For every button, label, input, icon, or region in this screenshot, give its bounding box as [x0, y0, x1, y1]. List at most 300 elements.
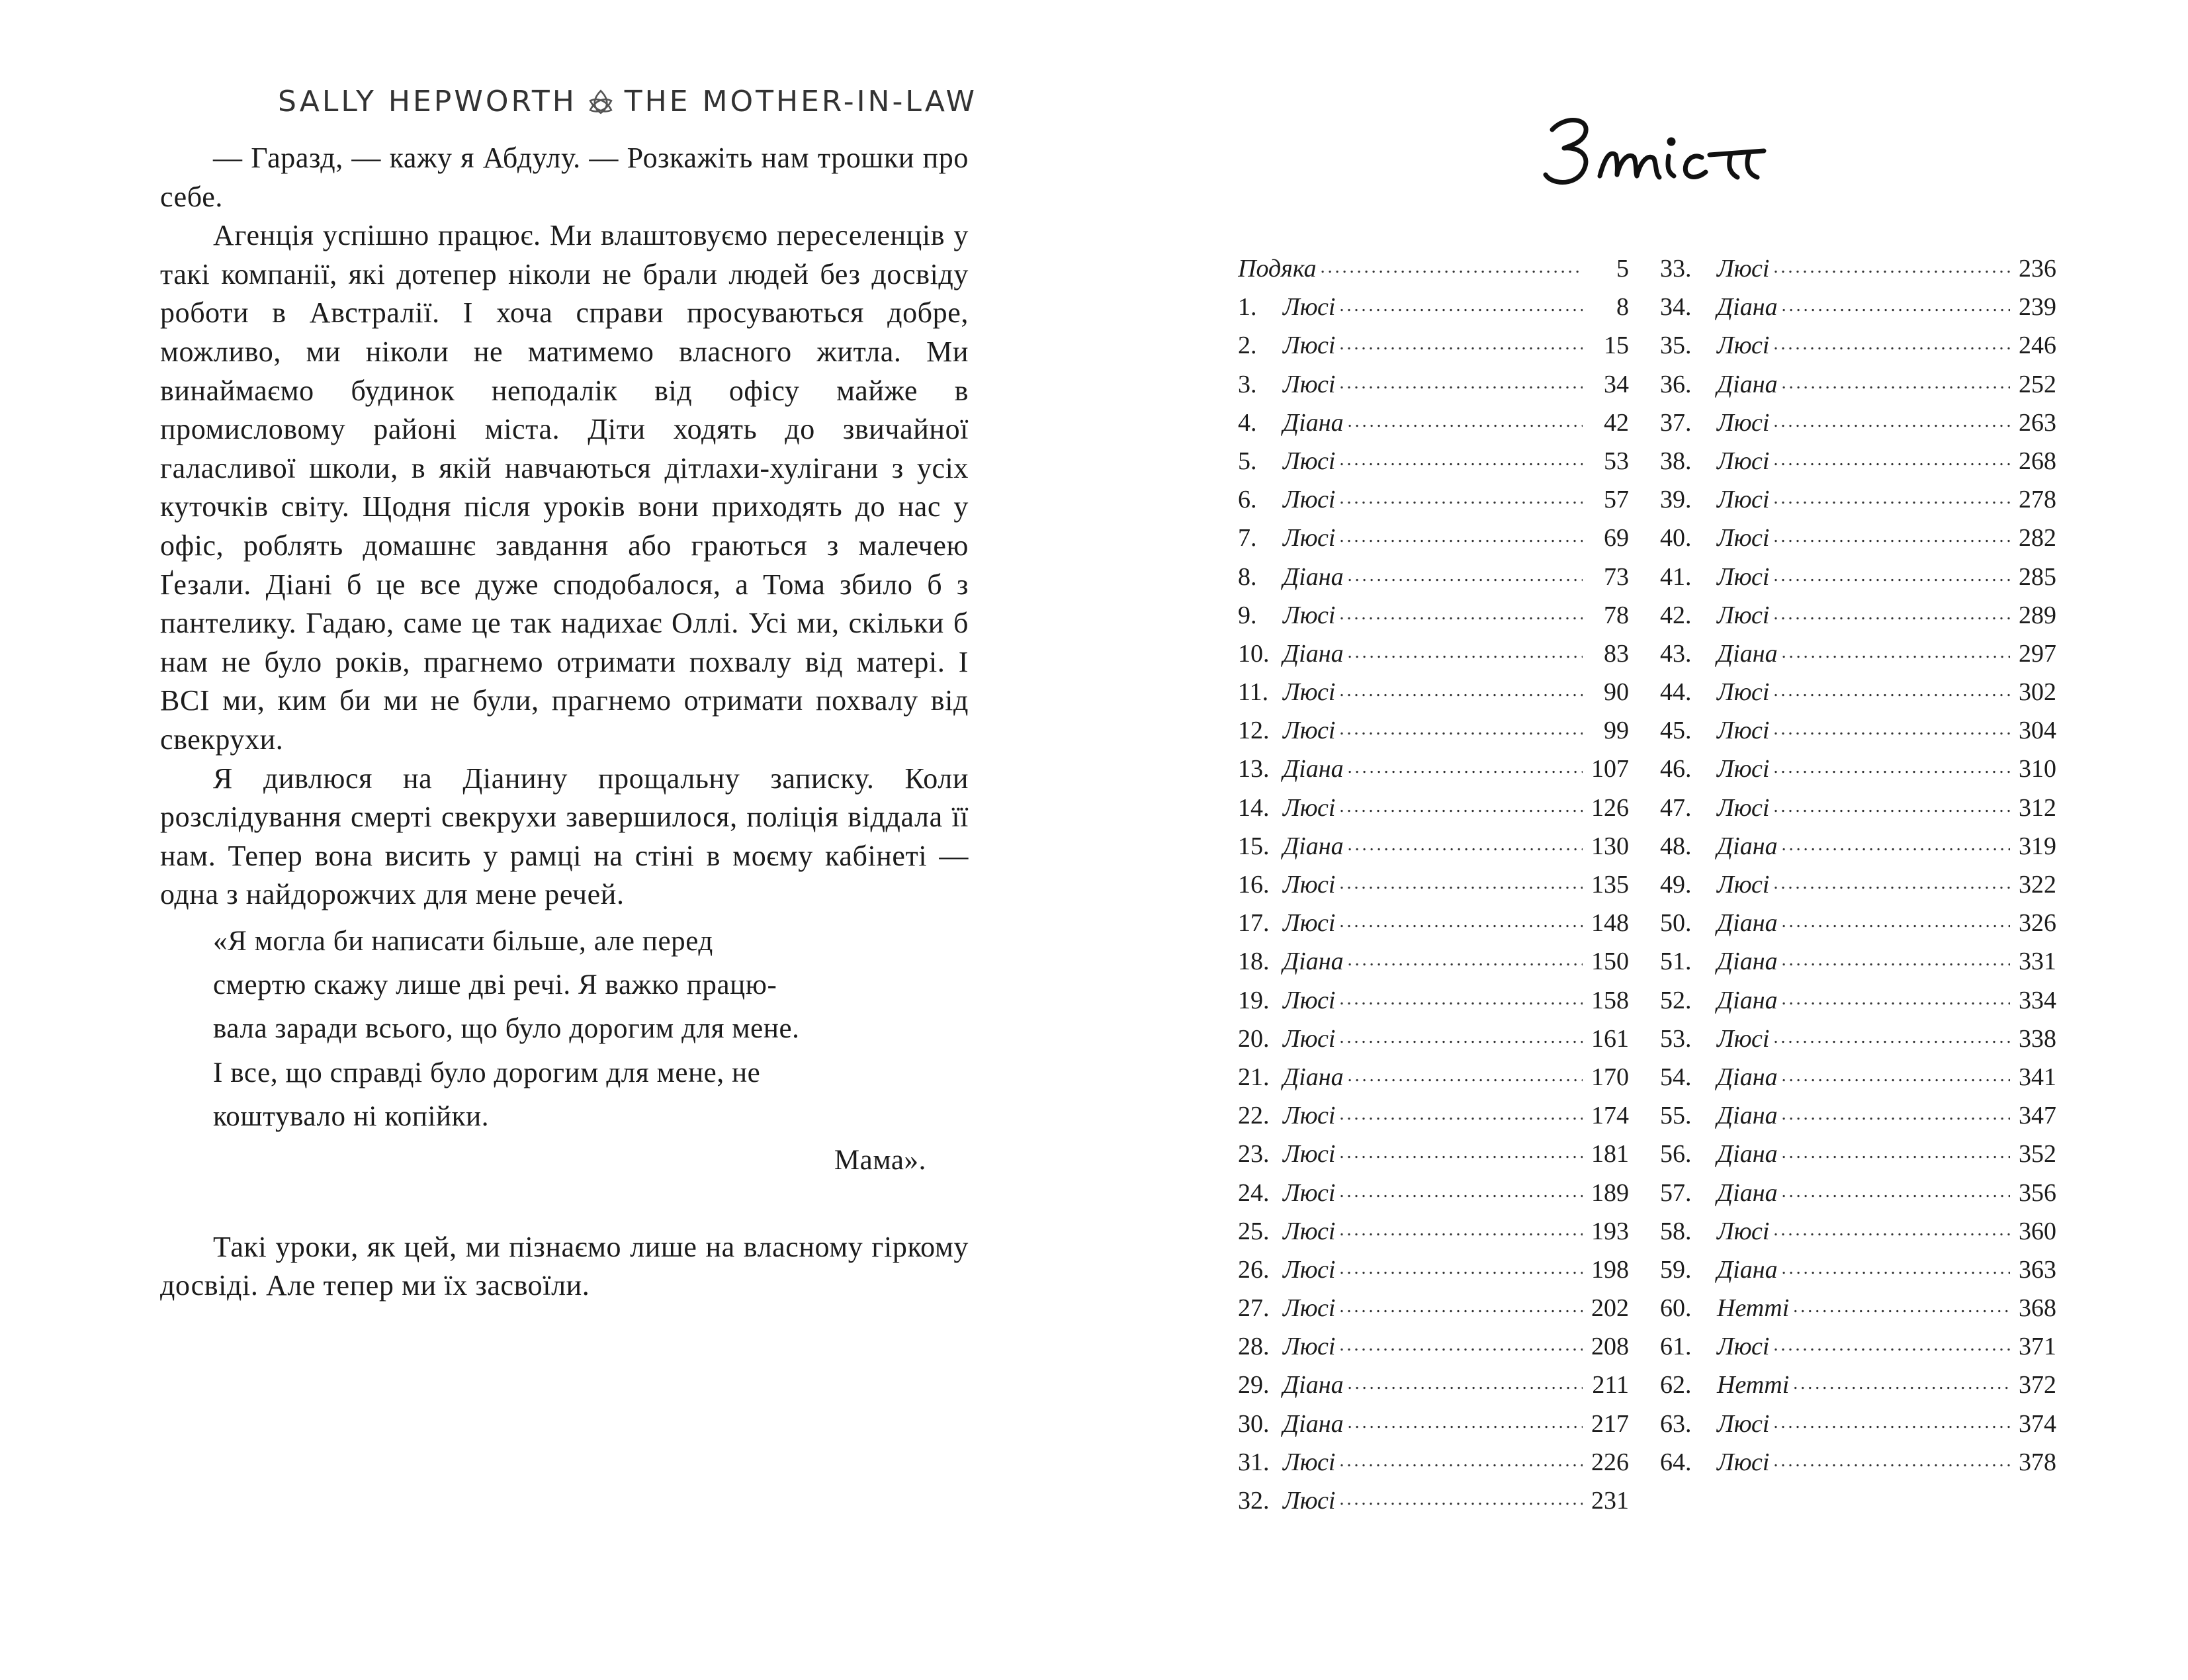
toc-entry-chapter-name: Люсі	[1283, 1255, 1336, 1284]
toc-entry-chapter-name: Діана	[1283, 562, 1344, 591]
toc-entry	[1660, 867, 2056, 906]
toc-entry	[1238, 1445, 1629, 1483]
toc-entry	[1660, 1022, 2056, 1060]
toc-entry-chapter-name: Діана	[1283, 1409, 1344, 1438]
toc-dot-leader	[1773, 1407, 2010, 1432]
toc-entry	[1660, 560, 2056, 598]
toc-entry-number: 4.	[1238, 408, 1257, 437]
toc-dot-leader	[1339, 521, 1583, 546]
toc-entry-number: 40.	[1660, 524, 1692, 553]
toc-entry-chapter-name: Люсі	[1283, 332, 1336, 360]
toc-entry-page-number: 135	[1591, 871, 1629, 899]
toc-entry-chapter-name: Люсі	[1283, 370, 1336, 398]
toc-dot-leader	[1773, 752, 2010, 777]
toc-entry-chapter-name: Діана	[1717, 1063, 1778, 1091]
toc-dot-leader	[1339, 1022, 1583, 1047]
toc-entry	[1660, 1291, 2056, 1329]
toc-entry-page-number: 69	[1604, 524, 1629, 553]
toc-entry-number: 36.	[1660, 370, 1692, 398]
toc-entry-chapter-name: Люсі	[1717, 1409, 1770, 1438]
toc-entry-page-number: 208	[1591, 1333, 1629, 1361]
toc-entry-chapter-name: Люсі	[1283, 486, 1336, 514]
toc-dot-leader	[1782, 983, 2010, 1008]
toc-dot-leader	[1782, 906, 2010, 931]
toc-entry-page-number: 34	[1604, 370, 1629, 398]
toc-entry-number: 39.	[1660, 486, 1692, 514]
toc-entry-page-number: 148	[1591, 909, 1629, 938]
toc-entry-chapter-name: Люсі	[1717, 1448, 1770, 1476]
toc-entry-chapter-name: Нетті	[1717, 1371, 1790, 1399]
toc-entry	[1660, 1253, 2056, 1291]
toc-entry	[1238, 251, 1629, 290]
toc-entry-page-number: 312	[2019, 793, 2056, 822]
toc-entry	[1238, 1368, 1629, 1406]
toc-entry-page-number: 226	[1591, 1448, 1629, 1476]
toc-entry-page-number: 363	[2019, 1255, 2056, 1284]
toc-entry-page-number: 236	[2019, 255, 2056, 283]
toc-entry-chapter-name: Люсі	[1283, 909, 1336, 938]
toc-entry-page-number: 374	[2019, 1409, 2056, 1438]
toc-entry	[1238, 482, 1629, 521]
toc-entry	[1238, 290, 1629, 328]
toc-dot-leader	[1782, 1176, 2010, 1201]
toc-entry	[1660, 829, 2056, 867]
toc-entry-number: 6.	[1238, 486, 1257, 514]
quote-line: коштувало ні копійки.	[213, 1101, 490, 1133]
toc-dot-leader	[1793, 1291, 2010, 1316]
toc-entry-number: 64.	[1660, 1448, 1692, 1476]
toc-entry-page-number: 347	[2019, 1102, 2056, 1130]
toc-entry	[1238, 906, 1629, 944]
toc-entry-page-number: 368	[2019, 1294, 2056, 1323]
toc-dot-leader	[1773, 560, 2010, 585]
toc-entry-number: 10.	[1238, 639, 1270, 668]
toc-entry-number: 7.	[1238, 524, 1257, 553]
toc-entry-chapter-name: Діана	[1283, 755, 1344, 783]
toc-dot-leader	[1339, 1137, 1583, 1162]
toc-dot-leader	[1773, 521, 2010, 546]
toc-dot-leader	[1773, 328, 2010, 353]
toc-entry-page-number: 356	[2019, 1178, 2056, 1207]
triquetra-icon	[586, 87, 615, 116]
toc-entry-page-number: 282	[2019, 524, 2056, 553]
toc-entry-page-number: 278	[2019, 486, 2056, 514]
toc-entry-number: 20.	[1238, 1024, 1270, 1053]
toc-entry	[1660, 482, 2056, 521]
toc-entry-chapter-name: Люсі	[1283, 1140, 1336, 1169]
toc-entry-chapter-name: Люсі	[1283, 1294, 1336, 1323]
right-page	[1094, 0, 2188, 1680]
toc-entry-chapter-name: Люсі	[1283, 1448, 1336, 1476]
toc-entry	[1660, 944, 2056, 983]
toc-entry	[1238, 521, 1629, 559]
toc-entry-chapter-name: Люсі	[1717, 678, 1770, 707]
toc-entry-page-number: 90	[1604, 678, 1629, 707]
toc-entry-chapter-name: Люсі	[1717, 793, 1770, 822]
toc-entry	[1238, 1137, 1629, 1175]
toc-entry	[1660, 983, 2056, 1022]
toc-dot-leader	[1348, 1368, 1583, 1393]
toc-entry-page-number: 126	[1591, 793, 1629, 822]
toc-dot-leader	[1773, 1214, 2010, 1239]
toc-entry-number: 46.	[1660, 755, 1692, 783]
toc-entry-chapter-name: Подяка	[1238, 255, 1317, 283]
toc-entry	[1660, 906, 2056, 944]
toc-entry-page-number: 57	[1604, 486, 1629, 514]
toc-dot-leader	[1339, 1098, 1583, 1124]
toc-entry-page-number: 53	[1604, 447, 1629, 475]
toc-entry-page-number: 289	[2019, 601, 2056, 629]
toc-entry	[1660, 1407, 2056, 1445]
toc-entry-chapter-name: Діана	[1717, 639, 1778, 668]
toc-entry-number: 33.	[1660, 255, 1692, 283]
toc-title-script	[1539, 103, 1817, 202]
toc-entry-page-number: 302	[2019, 678, 2056, 707]
toc-dot-leader	[1782, 367, 2010, 392]
toc-entry-page-number: 193	[1591, 1217, 1629, 1245]
quote-line: смертю скажу лише дві речі. Я важко працю-	[213, 969, 777, 1001]
quote-signature: Мама».	[834, 1145, 926, 1176]
toc-entry	[1238, 1253, 1629, 1291]
toc-dot-leader	[1339, 791, 1583, 816]
toc-entry-page-number: 304	[2019, 717, 2056, 745]
toc-entry-page-number: 174	[1591, 1102, 1629, 1130]
toc-dot-leader	[1782, 1060, 2010, 1085]
toc-dot-leader	[1348, 406, 1583, 431]
toc-dot-leader	[1339, 867, 1583, 893]
toc-entry	[1660, 1137, 2056, 1175]
toc-entry-chapter-name: Діана	[1283, 1371, 1344, 1399]
toc-dot-leader	[1339, 444, 1583, 469]
quote-line: «Я могла би написати більше, але перед	[213, 925, 713, 957]
toc-entry-number: 26.	[1238, 1255, 1270, 1284]
toc-dot-leader	[1773, 675, 2010, 700]
toc-entry-number: 9.	[1238, 601, 1257, 629]
toc-entry-page-number: 83	[1604, 639, 1629, 668]
toc-entry	[1660, 791, 2056, 829]
toc-entry-chapter-name: Діана	[1717, 986, 1778, 1014]
toc-entry-chapter-name: Люсі	[1717, 255, 1770, 283]
toc-entry	[1238, 637, 1629, 675]
toc-entry-chapter-name: Діана	[1717, 1255, 1778, 1284]
toc-dot-leader	[1773, 598, 2010, 623]
toc-entry-chapter-name: Люсі	[1717, 755, 1770, 783]
toc-entry-number: 37.	[1660, 408, 1692, 437]
toc-entry-page-number: 73	[1604, 562, 1629, 591]
toc-entry-chapter-name: Люсі	[1283, 1487, 1336, 1515]
quote-line: І все, що справді було дорогим для мене, не	[213, 1057, 761, 1088]
toc-entry-page-number: 297	[2019, 639, 2056, 668]
toc-entry	[1238, 598, 1629, 637]
toc-entry	[1238, 713, 1629, 752]
toc-entry-number: 15.	[1238, 832, 1270, 860]
toc-entry-chapter-name: Діана	[1717, 832, 1778, 860]
toc-entry-chapter-name: Люсі	[1717, 1217, 1770, 1245]
toc-entry-chapter-name: Діана	[1283, 832, 1344, 860]
toc-dot-leader	[1348, 1407, 1583, 1432]
toc-entry-chapter-name: Діана	[1283, 948, 1344, 976]
toc-dot-leader	[1348, 829, 1583, 854]
toc-entry-chapter-name: Люсі	[1283, 601, 1336, 629]
toc-dot-leader	[1773, 406, 2010, 431]
paragraph-3: Я дивлюся на Діанину прощальну записку. Коли розслідування смерті свекрухи завершилося, поліція віддала її нам. Тепер вона висить у рамці на стіні в моєму кабінеті — одна з найдорожчих для мене речей.	[160, 762, 969, 911]
toc-dot-leader	[1348, 944, 1583, 969]
toc-entry-number: 49.	[1660, 871, 1692, 899]
toc-entry-page-number: 217	[1591, 1409, 1629, 1438]
toc-dot-leader	[1339, 1445, 1583, 1470]
toc-entry-number: 27.	[1238, 1294, 1270, 1323]
toc-entry-chapter-name: Нетті	[1717, 1294, 1790, 1323]
toc-entry-page-number: 198	[1591, 1255, 1629, 1284]
toc-entry-number: 47.	[1660, 793, 1692, 822]
toc-entry-number: 44.	[1660, 678, 1692, 707]
toc-column-1	[1238, 251, 1629, 1522]
toc-entry	[1660, 290, 2056, 328]
toc-entry	[1238, 675, 1629, 713]
toc-entry-number: 21.	[1238, 1063, 1270, 1091]
toc-dot-leader	[1782, 1137, 2010, 1162]
toc-entry-number: 25.	[1238, 1217, 1270, 1245]
toc-entry-page-number: 231	[1591, 1487, 1629, 1515]
toc-entry	[1660, 1098, 2056, 1137]
paragraph-2: Агенція успішно працює. Ми влаштовуємо переселенців у такі компанії, які дотепер ніколи не брали людей без досвіду роботи в Австралії. І хоча справи просуваються добре, можливо, ми ніколи не матимемо власного житла. Ми винаймаємо будинок неподалік від офісу майже в промисловому районі міста. Діти ходять до звичайної галасливої школи, в якій навчаються дітлахи-хулігани з усіх куточків світу. Щодня після уроків вони приходять до нас у офіс, роблять домашнє завдання або граються з малечею Ґезали. Діані б це все дуже сподобалося, а Тома збило б з пантелику. Гадаю, саме це так надихає Оллі. Усі ми, скільки б нам не було років, прагнемо отримати похвалу від матері. І ВСІ ми, ким би ми не були, прагнемо отримати похвалу від свекрухи.	[160, 219, 969, 756]
toc-entry	[1238, 867, 1629, 906]
toc-dot-leader	[1339, 1329, 1583, 1354]
toc-entry-page-number: 189	[1591, 1178, 1629, 1207]
toc-entry-page-number: 372	[2019, 1371, 2056, 1399]
toc-dot-leader	[1782, 829, 2010, 854]
toc-entry	[1238, 1291, 1629, 1329]
toc-entry	[1660, 598, 2056, 637]
toc-entry	[1660, 1329, 2056, 1368]
toc-entry-number: 48.	[1660, 832, 1692, 860]
toc-entry-page-number: 130	[1591, 832, 1629, 860]
toc-entry-chapter-name: Люсі	[1283, 986, 1336, 1014]
toc-entry	[1238, 1098, 1629, 1137]
toc-entry-page-number: 360	[2019, 1217, 2056, 1245]
toc-entry-number: 60.	[1660, 1294, 1692, 1323]
toc-entry-number: 2.	[1238, 332, 1257, 360]
toc-entry-page-number: 268	[2019, 447, 2056, 475]
toc-entry-chapter-name: Люсі	[1283, 1102, 1336, 1130]
toc-entry	[1660, 1445, 2056, 1483]
toc-entry-chapter-name: Люсі	[1283, 524, 1336, 553]
toc-entry-page-number: 239	[2019, 293, 2056, 322]
toc-entry	[1238, 328, 1629, 367]
toc-entry-number: 43.	[1660, 639, 1692, 668]
toc-entry-page-number: 5	[1616, 255, 1629, 283]
toc-entry-page-number: 181	[1591, 1140, 1629, 1169]
toc-entry-chapter-name: Діана	[1717, 1140, 1778, 1169]
toc-entry-number: 28.	[1238, 1333, 1270, 1361]
toc-entry	[1238, 983, 1629, 1022]
toc-entry	[1238, 829, 1629, 867]
toc-entry	[1238, 367, 1629, 406]
toc-entry-number: 55.	[1660, 1102, 1692, 1130]
toc-column-2	[1660, 251, 2056, 1483]
toc-entry-chapter-name: Люсі	[1283, 717, 1336, 745]
toc-dot-leader	[1782, 290, 2010, 315]
toc-entry	[1238, 1483, 1629, 1522]
toc-entry-page-number: 42	[1604, 408, 1629, 437]
toc-entry	[1660, 1214, 2056, 1253]
toc-entry-number: 45.	[1660, 717, 1692, 745]
toc-dot-leader	[1339, 1291, 1583, 1316]
toc-entry-number: 13.	[1238, 755, 1270, 783]
toc-entry-chapter-name: Люсі	[1717, 562, 1770, 591]
toc-entry-page-number: 378	[2019, 1448, 2056, 1476]
toc-dot-leader	[1339, 598, 1583, 623]
toc-entry-page-number: 252	[2019, 370, 2056, 398]
toc-dot-leader	[1782, 944, 2010, 969]
toc-dot-leader	[1339, 906, 1583, 931]
toc-dot-leader	[1773, 1022, 2010, 1047]
toc-entry	[1660, 444, 2056, 482]
toc-entry-chapter-name: Люсі	[1283, 871, 1336, 899]
toc-dot-leader	[1339, 983, 1583, 1008]
toc-entry-chapter-name: Діана	[1717, 948, 1778, 976]
toc-title	[1539, 103, 1817, 202]
toc-entry-chapter-name: Діана	[1717, 1178, 1778, 1207]
toc-entry-chapter-name: Люсі	[1283, 793, 1336, 822]
closing-paragraph: Такі уроки, як цей, ми пізнаємо лише на власному гіркому досвіді. Але тепер ми їх засвоїли.	[160, 1230, 969, 1302]
toc-entry-page-number: 158	[1591, 986, 1629, 1014]
quote-line: вала заради всього, що було дорогим для мене.	[213, 1013, 800, 1045]
toc-entry-chapter-name: Діана	[1717, 909, 1778, 938]
toc-entry-number: 63.	[1660, 1409, 1692, 1438]
toc-entry-number: 19.	[1238, 986, 1270, 1014]
toc-entry-page-number: 285	[2019, 562, 2056, 591]
toc-dot-leader	[1773, 867, 2010, 893]
toc-entry-number: 41.	[1660, 562, 1692, 591]
toc-entry	[1238, 1022, 1629, 1060]
toc-entry-number: 5.	[1238, 447, 1257, 475]
toc-entry-number: 17.	[1238, 909, 1270, 938]
body-text	[160, 139, 969, 1305]
toc-entry-chapter-name: Діана	[1717, 293, 1778, 322]
toc-entry-chapter-name: Люсі	[1717, 447, 1770, 475]
toc-entry-number: 50.	[1660, 909, 1692, 938]
toc-entry-number: 14.	[1238, 793, 1270, 822]
toc-entry	[1238, 1176, 1629, 1214]
toc-entry-page-number: 263	[2019, 408, 2056, 437]
toc-dot-leader	[1339, 367, 1583, 392]
toc-entry-number: 24.	[1238, 1178, 1270, 1207]
toc-entry-number: 30.	[1238, 1409, 1270, 1438]
toc-entry	[1238, 1407, 1629, 1445]
toc-entry-chapter-name: Люсі	[1283, 1217, 1336, 1245]
toc-entry	[1660, 521, 2056, 559]
toc-dot-leader	[1348, 560, 1583, 585]
toc-entry-number: 16.	[1238, 871, 1270, 899]
toc-entry	[1238, 406, 1629, 444]
toc-entry-chapter-name: Діана	[1283, 1063, 1344, 1091]
toc-dot-leader	[1339, 482, 1583, 508]
toc-entry-number: 57.	[1660, 1178, 1692, 1207]
toc-entry-number: 56.	[1660, 1140, 1692, 1169]
farewell-note-quote	[213, 920, 926, 1183]
toc-entry-number: 11.	[1238, 678, 1269, 707]
header-author: SALLY HEPWORTH	[278, 85, 577, 118]
toc-entry-number: 18.	[1238, 948, 1270, 976]
toc-entry-chapter-name: Люсі	[1717, 1024, 1770, 1053]
toc-dot-leader	[1773, 791, 2010, 816]
running-header	[278, 85, 977, 118]
toc-entry-chapter-name: Люсі	[1283, 678, 1336, 707]
toc-entry-chapter-name: Люсі	[1717, 871, 1770, 899]
header-book-title: THE MOTHER-IN-LAW	[624, 85, 978, 118]
toc-dot-leader	[1339, 1214, 1583, 1239]
toc-entry	[1238, 1214, 1629, 1253]
toc-entry	[1660, 1060, 2056, 1098]
toc-entry-number: 53.	[1660, 1024, 1692, 1053]
toc-entry-page-number: 371	[2019, 1333, 2056, 1361]
toc-entry-chapter-name: Люсі	[1283, 1333, 1336, 1361]
toc-entry-page-number: 246	[2019, 332, 2056, 360]
toc-entry-number: 34.	[1660, 293, 1692, 322]
toc-entry-number: 58.	[1660, 1217, 1692, 1245]
toc-dot-leader	[1782, 1098, 2010, 1124]
toc-entry-chapter-name: Люсі	[1717, 717, 1770, 745]
toc-entry-chapter-name: Люсі	[1717, 486, 1770, 514]
toc-entry-page-number: 338	[2019, 1024, 2056, 1053]
toc-entry	[1660, 713, 2056, 752]
toc-entry-page-number: 150	[1591, 948, 1629, 976]
toc-entry	[1660, 328, 2056, 367]
toc-entry	[1660, 1368, 2056, 1406]
toc-dot-leader	[1348, 1060, 1583, 1085]
toc-entry-number: 59.	[1660, 1255, 1692, 1284]
toc-entry-page-number: 334	[2019, 986, 2056, 1014]
toc-dot-leader	[1339, 1483, 1583, 1509]
toc-dot-leader	[1773, 1445, 2010, 1470]
toc-entry	[1660, 675, 2056, 713]
toc-dot-leader	[1773, 251, 2010, 277]
toc-entry-number: 8.	[1238, 562, 1257, 591]
toc-entry-page-number: 78	[1604, 601, 1629, 629]
toc-entry-page-number: 202	[1591, 1294, 1629, 1323]
toc-entry-chapter-name: Люсі	[1717, 524, 1770, 553]
toc-entry	[1238, 752, 1629, 790]
toc-entry-page-number: 211	[1592, 1371, 1629, 1399]
toc-entry-page-number: 331	[2019, 948, 2056, 976]
toc-entry-page-number: 352	[2019, 1140, 2056, 1169]
toc-entry-page-number: 310	[2019, 755, 2056, 783]
toc-entry-page-number: 15	[1604, 332, 1629, 360]
toc-dot-leader	[1348, 752, 1583, 777]
toc-entry-number: 3.	[1238, 370, 1257, 398]
toc-entry-chapter-name: Люсі	[1283, 447, 1336, 475]
toc-dot-leader	[1793, 1368, 2010, 1393]
toc-entry-number: 51.	[1660, 948, 1692, 976]
toc-dot-leader	[1773, 713, 2010, 738]
toc-entry-chapter-name: Люсі	[1717, 601, 1770, 629]
toc-entry	[1238, 444, 1629, 482]
toc-entry-chapter-name: Люсі	[1283, 1024, 1336, 1053]
toc-entry-number: 52.	[1660, 986, 1692, 1014]
toc-dot-leader	[1339, 713, 1583, 738]
toc-entry-chapter-name: Діана	[1717, 370, 1778, 398]
toc-entry-page-number: 326	[2019, 909, 2056, 938]
toc-dot-leader	[1321, 251, 1583, 277]
toc-dot-leader	[1339, 290, 1583, 315]
toc-entry-number: 61.	[1660, 1333, 1692, 1361]
toc-dot-leader	[1773, 1329, 2010, 1354]
toc-entry-number: 31.	[1238, 1448, 1270, 1476]
toc-entry-chapter-name: Люсі	[1717, 1333, 1770, 1361]
toc-entry-page-number: 322	[2019, 871, 2056, 899]
toc-dot-leader	[1339, 1176, 1583, 1201]
